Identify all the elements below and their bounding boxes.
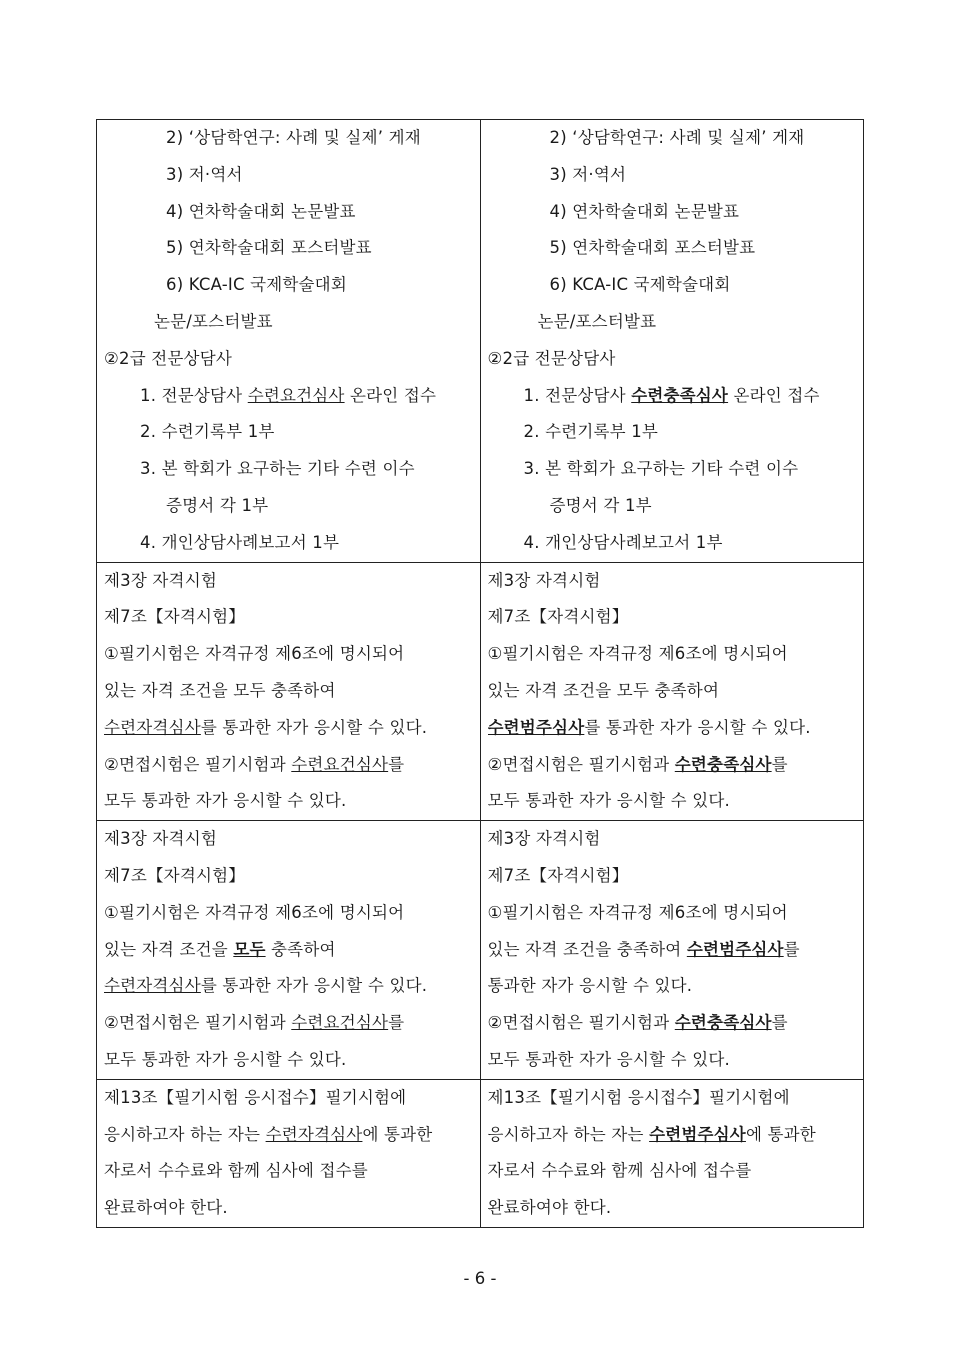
text-line [488, 451, 858, 488]
line-text: ②2급 전문상담사 [104, 348, 232, 368]
table-row [97, 120, 864, 563]
text-line [488, 230, 858, 267]
comparison-table-body [97, 120, 864, 1228]
highlighted-term: 수련충족심사 [674, 1013, 772, 1033]
line-text: 자로서 수수료와 함께 심사에 접수를 [104, 1161, 368, 1181]
line-text: 논문/포스터발표 [537, 311, 657, 331]
highlighted-term: 수련요건심사 [291, 1013, 389, 1033]
highlighted-term: 수련범주심사 [649, 1124, 746, 1144]
line-text: ②면접시험은 필기시험과 [104, 1013, 292, 1033]
text-line [488, 194, 858, 231]
line-text: 4. 개인상담사례보고서 1부 [140, 532, 340, 552]
text-line [488, 599, 858, 636]
line-text: 완료하여야 한다. [104, 1198, 228, 1218]
line-text: 응시하고자 하는 자는 [487, 1124, 650, 1144]
text-line [104, 1080, 474, 1117]
line-text: 충족하여 [265, 939, 336, 959]
line-text: 3) 저·역서 [549, 164, 627, 184]
text-line [488, 1005, 858, 1042]
highlighted-term: 수련충족심사 [631, 385, 729, 405]
line-text: 를 통과한 자가 응시할 수 있다. [200, 717, 428, 737]
line-text: ②2급 전문상담사 [487, 348, 616, 368]
text-line [488, 563, 858, 600]
line-text: 1. 전문상담사 [140, 385, 248, 405]
line-text: 제3장 자격시험 [104, 570, 217, 590]
line-text: 제3장 자격시험 [104, 829, 217, 849]
line-text: 4) 연차학술대회 논문발표 [166, 201, 356, 221]
text-line [488, 636, 858, 673]
text-line [104, 488, 474, 525]
text-line [104, 414, 474, 451]
line-text: 5) 연차학술대회 포스터발표 [549, 238, 756, 258]
current-text-cell [97, 1079, 481, 1227]
text-line [104, 710, 474, 747]
text-line [104, 1117, 474, 1154]
line-text: 제7조【자격시험】 [104, 865, 245, 885]
text-line [104, 304, 474, 341]
text-line [104, 673, 474, 710]
line-text: 를 [388, 1013, 405, 1033]
line-text: 제13조【필기시험 응시접수】필기시험에 [104, 1087, 407, 1107]
line-text: 2. 수련기록부 1부 [523, 422, 659, 442]
line-text: 논문/포스터발표 [154, 311, 273, 331]
text-line [104, 1153, 474, 1190]
text-line [488, 1153, 858, 1190]
line-text: ①필기시험은 자격규정 제6조에 명시되어 [487, 644, 788, 664]
text-line [488, 378, 858, 415]
text-line [488, 821, 858, 858]
comparison-table [96, 119, 864, 1228]
line-text: ②면접시험은 필기시험과 [487, 754, 675, 774]
highlighted-term: 수련범주심사 [487, 717, 585, 737]
highlighted-term: 수련충족심사 [674, 754, 772, 774]
line-text: ①필기시험은 자격규정 제6조에 명시되어 [487, 902, 788, 922]
line-text: 를 [388, 754, 405, 774]
text-line [488, 525, 858, 562]
line-text: 를 [771, 1013, 788, 1033]
text-line [488, 157, 858, 194]
line-text: 3) 저·역서 [166, 164, 243, 184]
line-text: 에 통과한 [745, 1124, 816, 1144]
text-line [104, 783, 474, 820]
line-text: 3. 본 학회가 요구하는 기타 수련 이수 [140, 459, 415, 479]
highlighted-term: 수련요건심사 [247, 385, 345, 405]
text-line [488, 1190, 858, 1227]
text-line [488, 488, 858, 525]
text-line [488, 932, 858, 969]
text-line [488, 673, 858, 710]
text-line [488, 120, 858, 157]
text-line [104, 563, 474, 600]
current-text-cell [97, 562, 481, 821]
line-text: 제7조【자격시험】 [487, 865, 629, 885]
line-text: 1. 전문상담사 [523, 385, 632, 405]
line-text: 6) KCA-IC 국제학술대회 [549, 275, 731, 295]
line-text: 제3장 자격시험 [487, 570, 601, 590]
line-text: 자로서 수수료와 함께 심사에 접수를 [487, 1161, 752, 1181]
line-text: 를 통과한 자가 응시할 수 있다. [200, 976, 428, 996]
highlighted-term: 수련자격심사 [265, 1124, 363, 1144]
text-line [104, 932, 474, 969]
line-text: 제7조【자격시험】 [104, 607, 245, 627]
revised-text-cell [480, 120, 864, 563]
highlighted-term: 수련자격심사 [104, 976, 201, 996]
text-line [488, 1117, 858, 1154]
table-row [97, 562, 864, 821]
line-text: 모두 통과한 자가 응시할 수 있다. [104, 1049, 347, 1069]
text-line [104, 120, 474, 157]
line-text: 완료하여야 한다. [487, 1198, 612, 1218]
revised-text-cell [480, 1079, 864, 1227]
line-text: 4. 개인상담사례보고서 1부 [523, 532, 723, 552]
line-text: 모두 통과한 자가 응시할 수 있다. [487, 1049, 730, 1069]
text-line [488, 968, 858, 1005]
text-line [104, 341, 474, 378]
line-text: 를 통과한 자가 응시할 수 있다. [584, 717, 811, 737]
line-text: 제7조【자격시험】 [487, 607, 629, 627]
text-line [488, 1080, 858, 1117]
text-line [104, 599, 474, 636]
page-number: - 6 - [463, 1269, 497, 1288]
text-line [104, 157, 474, 194]
line-text: 통과한 자가 응시할 수 있다. [487, 976, 693, 996]
text-line [488, 747, 858, 784]
line-text: 온라인 접수 [728, 385, 820, 405]
text-line [104, 194, 474, 231]
text-line [104, 636, 474, 673]
line-text: 모두 통과한 자가 응시할 수 있다. [104, 791, 347, 811]
text-line [104, 1042, 474, 1079]
text-line [488, 858, 858, 895]
table-row [97, 821, 864, 1080]
text-line [104, 747, 474, 784]
line-text: ①필기시험은 자격규정 제6조에 명시되어 [104, 644, 405, 664]
highlighted-term: 수련자격심사 [104, 717, 201, 737]
revised-text-cell [480, 562, 864, 821]
line-text: ②면접시험은 필기시험과 [487, 1013, 675, 1033]
line-text: 온라인 접수 [344, 385, 437, 405]
text-line [488, 710, 858, 747]
line-text: 증명서 각 1부 [549, 495, 652, 515]
line-text: 모두 통과한 자가 응시할 수 있다. [487, 791, 730, 811]
line-text: 5) 연차학술대회 포스터발표 [166, 238, 372, 258]
text-line [104, 821, 474, 858]
table-row [97, 1079, 864, 1227]
line-text: 있는 자격 조건을 [104, 939, 234, 959]
line-text: 3. 본 학회가 요구하는 기타 수련 이수 [523, 459, 799, 479]
text-line [488, 414, 858, 451]
line-text: 있는 자격 조건을 모두 충족하여 [104, 680, 336, 700]
text-line [488, 783, 858, 820]
line-text: 있는 자격 조건을 충족하여 [487, 939, 687, 959]
line-text: 6) KCA-IC 국제학술대회 [166, 275, 347, 295]
line-text: 4) 연차학술대회 논문발표 [549, 201, 740, 221]
line-text: 2) ‘상담학연구: 사례 및 실제’ 게재 [549, 128, 805, 147]
text-line [104, 1190, 474, 1227]
text-line [104, 968, 474, 1005]
line-text: 2) ‘상담학연구: 사례 및 실제’ 게재 [166, 128, 421, 147]
line-text: 증명서 각 1부 [166, 495, 269, 515]
text-line [104, 267, 474, 304]
text-line [488, 267, 858, 304]
line-text: 를 [771, 754, 788, 774]
text-line [488, 895, 858, 932]
highlighted-term: 수련범주심사 [686, 939, 784, 959]
current-text-cell [97, 821, 481, 1080]
line-text: 에 통과한 [362, 1124, 433, 1144]
highlighted-term: 수련요건심사 [291, 754, 389, 774]
line-text: 있는 자격 조건을 모두 충족하여 [487, 680, 720, 700]
text-line [488, 341, 858, 378]
text-line [104, 525, 474, 562]
line-text: ②면접시험은 필기시험과 [104, 754, 292, 774]
text-line [104, 230, 474, 267]
text-line [104, 378, 474, 415]
line-text: 제13조【필기시험 응시접수】필기시험에 [487, 1087, 790, 1107]
highlighted-term: 모두 [233, 939, 266, 959]
text-line [488, 304, 858, 341]
text-line [104, 1005, 474, 1042]
text-line [104, 858, 474, 895]
revised-text-cell [480, 821, 864, 1080]
text-line [488, 1042, 858, 1079]
line-text: 2. 수련기록부 1부 [140, 422, 275, 442]
text-line [104, 895, 474, 932]
line-text: 를 [783, 939, 800, 959]
line-text: ①필기시험은 자격규정 제6조에 명시되어 [104, 902, 405, 922]
text-line [104, 451, 474, 488]
line-text: 제3장 자격시험 [487, 829, 601, 849]
line-text: 응시하고자 하는 자는 [104, 1124, 266, 1144]
current-text-cell [97, 120, 481, 563]
